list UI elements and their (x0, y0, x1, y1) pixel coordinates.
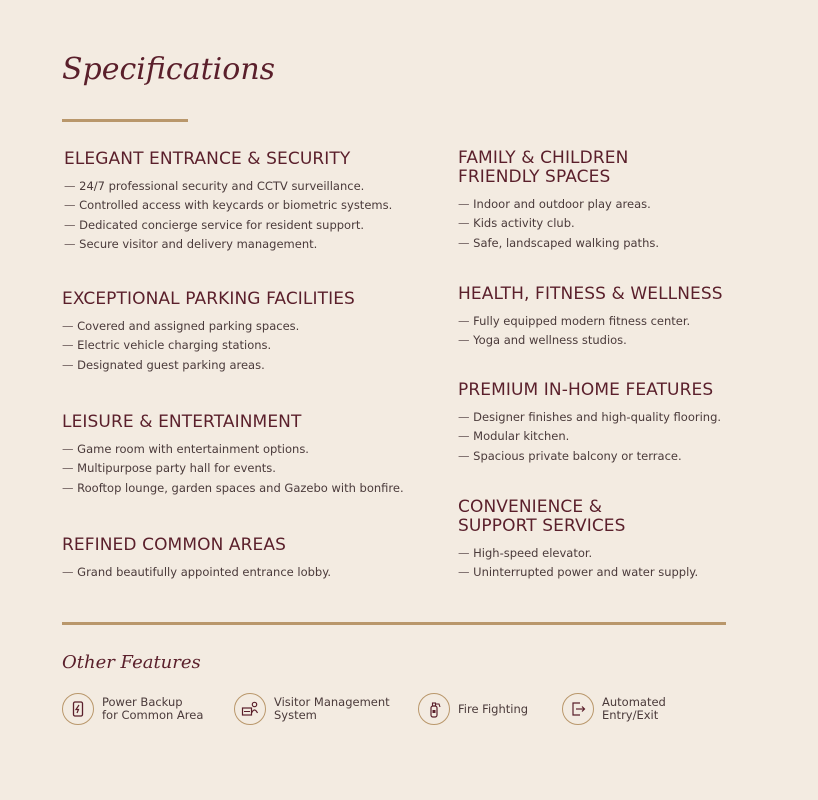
feature-label: Fire Fighting (458, 701, 529, 716)
list-item: — Grand beautifully appointed entrance lobby. (62, 563, 331, 582)
section-heading: LEISURE & ENTERTAINMENT (62, 412, 302, 432)
list-item: — Dedicated concierge service for resident support. (64, 216, 392, 235)
page-title: Specifications (62, 52, 276, 87)
list-item: — Electric vehicle charging stations. (62, 336, 355, 355)
section-heading: EXCEPTIONAL PARKING FACILITIES (62, 289, 355, 309)
section-elegant-entrance-security (64, 150, 392, 255)
list-item: — Designer finishes and high-quality flooring. (458, 408, 721, 427)
section-health-fitness (458, 285, 723, 351)
feature-label: Power Backup for Common Area (102, 695, 204, 722)
list-item: — Controlled access with keycards or biometric systems. (64, 196, 392, 215)
list-item: — Modular kitchen. (458, 427, 721, 446)
list-item: — Game room with entertainment options. (62, 440, 404, 459)
section-exceptional-parking (62, 290, 355, 375)
section-heading: CONVENIENCE & SUPPORT SERVICES (458, 497, 626, 536)
section-leisure-entertainment (62, 413, 404, 498)
feature-power-backup (62, 692, 203, 726)
section-heading: PREMIUM IN-HOME FEATURES (458, 380, 714, 400)
list-item: — Designated guest parking areas. (62, 356, 355, 375)
title-divider (62, 119, 188, 122)
section-heading: HEALTH, FITNESS & WELLNESS (458, 284, 723, 304)
power-backup-icon (62, 693, 94, 725)
list-item: — Fully equipped modern fitness center. (458, 312, 723, 331)
section-family-children (458, 149, 659, 253)
list-item: — Kids activity club. (458, 214, 659, 233)
list-item: — Uninterrupted power and water supply. (458, 563, 698, 582)
feature-visitor-management (234, 692, 390, 726)
feature-label: Visitor Management System (274, 695, 390, 722)
list-item: — Spacious private balcony or terrace. (458, 447, 721, 466)
section-list (62, 317, 355, 375)
list-item: — Safe, landscaped walking paths. (458, 234, 659, 253)
list-item: — 24/7 professional security and CCTV surveillance. (64, 177, 392, 196)
section-convenience-support (458, 498, 698, 583)
feature-label: Automated Entry/Exit (602, 695, 666, 722)
list-item: — Covered and assigned parking spaces. (62, 317, 355, 336)
list-item: — Multipurpose party hall for events. (62, 459, 404, 478)
section-heading: REFINED COMMON AREAS (62, 535, 286, 555)
list-item: — Rooftop lounge, garden spaces and Gazebo with bonfire. (62, 479, 404, 498)
section-refined-common-areas (62, 536, 331, 582)
feature-automated-entry-exit (562, 692, 666, 726)
section-list (458, 195, 659, 253)
section-divider (62, 622, 726, 625)
section-list (458, 544, 698, 583)
section-premium-in-home (458, 381, 721, 466)
list-item: — Yoga and wellness studios. (458, 331, 723, 350)
section-list (62, 440, 404, 498)
section-list (458, 408, 721, 466)
section-heading: ELEGANT ENTRANCE & SECURITY (64, 149, 351, 169)
visitor-management-icon (234, 693, 266, 725)
section-list (458, 312, 723, 351)
section-list (62, 563, 331, 582)
other-features-title: Other Features (62, 652, 201, 673)
list-item: — High-speed elevator. (458, 544, 698, 563)
feature-fire-fighting (418, 692, 528, 726)
list-item: — Indoor and outdoor play areas. (458, 195, 659, 214)
automated-door-icon (562, 693, 594, 725)
section-list (64, 177, 392, 255)
section-heading: FAMILY & CHILDREN FRIENDLY SPACES (458, 148, 629, 187)
list-item: — Secure visitor and delivery management. (64, 235, 392, 254)
fire-extinguisher-icon (418, 693, 450, 725)
